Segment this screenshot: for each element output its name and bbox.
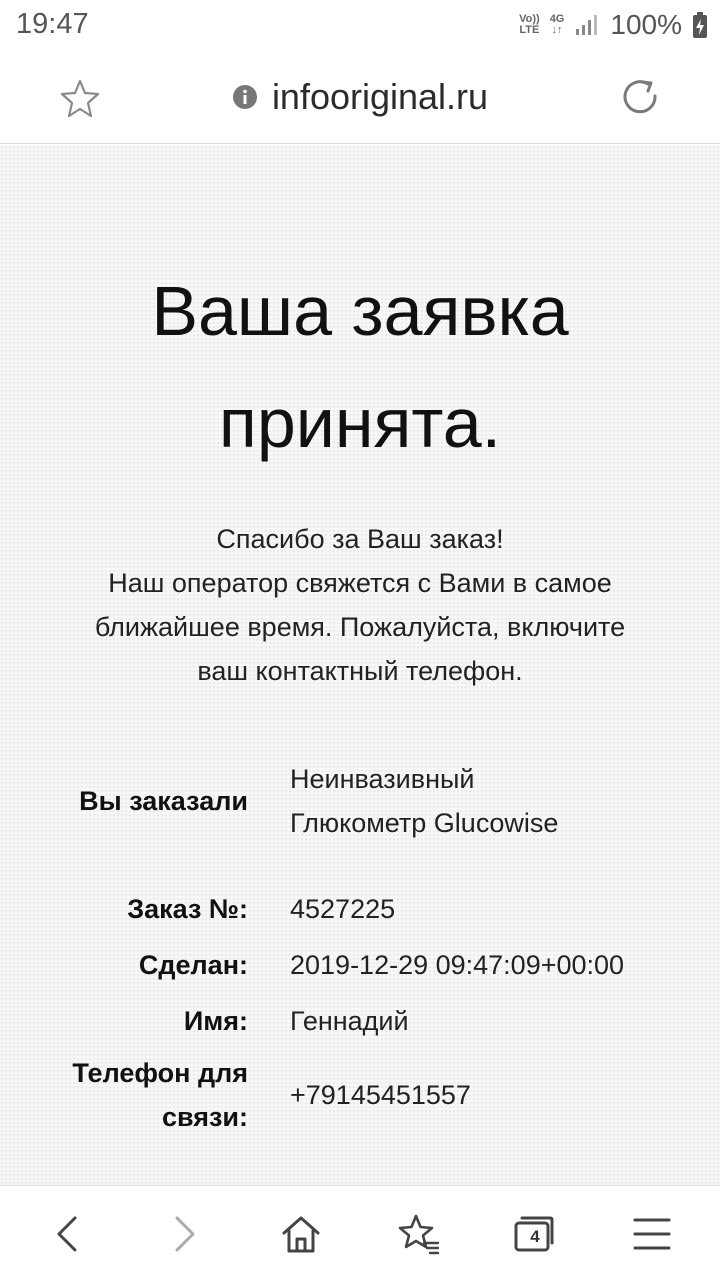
home-icon[interactable] bbox=[279, 1212, 323, 1256]
status-indicators bbox=[519, 8, 708, 42]
page-title: Ваша заявка принята. bbox=[151, 272, 569, 462]
order-number-value: 4527225 bbox=[290, 894, 396, 924]
menu-icon[interactable] bbox=[630, 1212, 674, 1256]
tab-count: 4 bbox=[530, 1226, 540, 1246]
reload-icon[interactable] bbox=[618, 76, 662, 120]
product-label: Вы заказали bbox=[79, 786, 248, 816]
back-icon[interactable] bbox=[46, 1212, 90, 1256]
browser-bottom-nav bbox=[0, 1185, 720, 1280]
thanks-line: Наш оператор свяжется с Вами в самое bbox=[108, 568, 612, 598]
customer-name-label: Имя: bbox=[183, 1006, 248, 1036]
thanks-line: ваш контактный телефон. bbox=[197, 656, 523, 686]
status-bar bbox=[0, 0, 720, 50]
phone-value: +79145451557 bbox=[290, 1080, 471, 1110]
bookmarks-icon[interactable] bbox=[396, 1212, 440, 1256]
network-indicator bbox=[550, 14, 565, 36]
order-number-label: Заказ №: bbox=[127, 894, 248, 924]
signal-icon bbox=[574, 13, 600, 37]
order-date-value: 2019-12-29 09:47:09+00:00 bbox=[290, 950, 625, 980]
network-type-text: 4G bbox=[549, 13, 565, 25]
thanks-line: Спасибо за Ваш заказ! bbox=[216, 524, 504, 554]
url-display[interactable] bbox=[0, 76, 720, 118]
customer-name-value: Геннадий bbox=[290, 1006, 409, 1036]
volte-indicator bbox=[519, 14, 540, 36]
info-icon[interactable] bbox=[232, 84, 258, 110]
battery-charging-icon bbox=[692, 11, 708, 39]
product-value-line1: Неинвазивный bbox=[290, 764, 475, 794]
network-arrows-text: ↓↑ bbox=[551, 24, 563, 36]
status-time: 19:47 bbox=[16, 8, 89, 40]
order-date-label: Сделан: bbox=[138, 950, 248, 980]
volte-top-text: Vo)) bbox=[519, 13, 540, 25]
battery-percent: 100% bbox=[610, 9, 682, 40]
tabs-button[interactable] bbox=[512, 1212, 556, 1256]
phone-label-line2: связи: bbox=[161, 1102, 248, 1132]
thank-you-message bbox=[40, 517, 680, 693]
volte-bottom-text: LTE bbox=[519, 24, 540, 36]
url-text[interactable]: infooriginal.ru bbox=[271, 76, 489, 117]
address-bar bbox=[0, 50, 720, 144]
forward-icon[interactable] bbox=[162, 1212, 206, 1256]
product-value-line2: Глюкометр Glucowise bbox=[290, 808, 559, 838]
page-content bbox=[0, 145, 720, 1185]
phone-label-line1: Телефон для bbox=[72, 1058, 248, 1088]
thanks-line: ближайшее время. Пожалуйста, включите bbox=[94, 612, 626, 642]
